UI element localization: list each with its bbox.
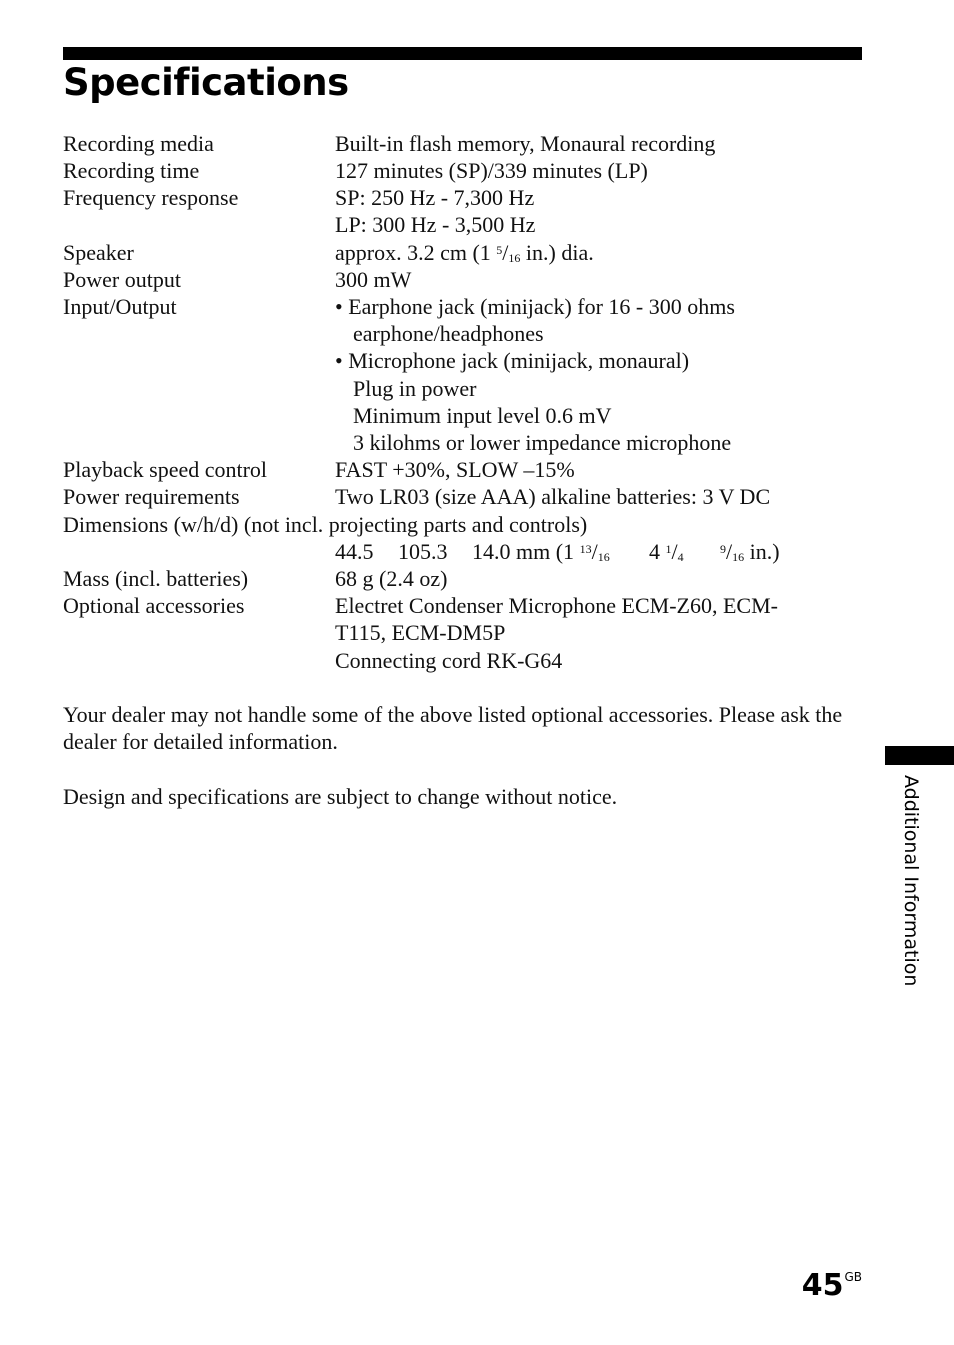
spec-value-dim-inch-height: 4 $^1/_4$ (649, 539, 684, 564)
spec-label-playback-speed: Playback speed control (63, 457, 268, 482)
spec-value-io-line: • Earphone jack (minijack) for 16 - 300 ohms (335, 294, 735, 319)
note-dealer: Your dealer may not handle some of the above listed optional accessories. Please ask the dealer for detailed information. (63, 702, 843, 754)
spec-label-power-requirements: Power requirements (63, 484, 240, 509)
spec-value-power-requirements: Two LR03 (size AAA) alkaline batteries: 3 V DC (335, 484, 771, 509)
spec-value-playback-speed: FAST +30%, SLOW –15% (335, 457, 575, 482)
spec-value-mass: 68 g (2.4 oz) (335, 566, 448, 591)
spec-value-accessory-line: Electret Condenser Microphone ECM-Z60, ECM- (335, 593, 778, 618)
spec-value-frequency-lp: LP: 300 Hz - 3,500 Hz (335, 212, 536, 237)
spec-value-frequency-sp: SP: 250 Hz - 7,300 Hz (335, 185, 535, 210)
section-tab-marker (885, 746, 954, 765)
spec-value-dim-height: 105.3 (398, 539, 448, 564)
spec-label-frequency-response: Frequency response (63, 185, 239, 210)
dim-inch-height-text: 4 (649, 539, 666, 564)
dim-depth-text: 14.0 mm (1 (472, 539, 580, 564)
spec-value-io-line: Minimum input level 0.6 mV (353, 403, 612, 428)
spec-label-recording-time: Recording time (63, 158, 200, 183)
spec-label-speaker: Speaker (63, 240, 134, 265)
spec-label-recording-media: Recording media (63, 131, 214, 156)
speaker-frac-num: 5 (496, 243, 503, 257)
speaker-frac-den: 16 (508, 251, 521, 265)
dim-frac2-den: 4 (677, 550, 684, 564)
dim-inch-unit: in.) (744, 539, 780, 564)
spec-value-dim-width: 44.5 (335, 539, 374, 564)
dim-frac1-den: 16 (597, 550, 610, 564)
spec-label-mass: Mass (incl. batteries) (63, 566, 249, 591)
dim-frac3-den: 16 (732, 550, 745, 564)
spec-value-recording-time: 127 minutes (SP)/339 minutes (LP) (335, 158, 648, 183)
speaker-text-b: in.) dia. (520, 240, 594, 265)
spec-value-dim-inch-depth: $^9/_{16}$ in.) (720, 539, 780, 564)
page-number-suffix: GB (844, 1270, 862, 1284)
section-tab-label: Additional Information (900, 775, 922, 987)
spec-label-optional-accessories: Optional accessories (63, 593, 245, 618)
spec-value-io-line: Plug in power (353, 376, 477, 401)
spec-value-accessory-line: T115, ECM-DM5P (335, 620, 506, 645)
spec-value-dim-depth: 14.0 mm (1 $^{13}/_{16}$ (472, 539, 610, 564)
spec-label-power-output: Power output (63, 267, 181, 292)
spec-label-input-output: Input/Output (63, 294, 177, 319)
dim-frac3-num: 9 (720, 542, 726, 556)
spec-value-io-line: • Microphone jack (minijack, monaural) (335, 348, 690, 373)
speaker-text-a: approx. 3.2 cm (1 (335, 240, 497, 265)
page-number (802, 1268, 862, 1303)
page-number-value: 45 (801, 1268, 844, 1303)
spec-value-speaker: approx. 3.2 cm (1 $^5/_{16}$ in.) dia. (335, 240, 594, 265)
note-change-notice: Design and specifications are subject to change without notice. (63, 784, 618, 809)
title-rule (63, 47, 862, 60)
spec-value-power-output: 300 mW (335, 267, 412, 292)
spec-value-accessory-line: Connecting cord RK-G64 (335, 648, 563, 673)
dim-frac2-num: 1 (665, 542, 672, 556)
page-title: Specifications (63, 61, 349, 104)
spec-value-io-line: earphone/headphones (353, 321, 544, 346)
spec-label-dimensions: Dimensions (w/h/d) (not incl. projecting parts and controls) (63, 512, 588, 537)
spec-value-recording-media: Built-in flash memory, Monaural recording (335, 131, 716, 156)
spec-value-io-line: 3 kilohms or lower impedance microphone (353, 430, 732, 455)
dim-frac1-num: 13 (579, 542, 592, 556)
